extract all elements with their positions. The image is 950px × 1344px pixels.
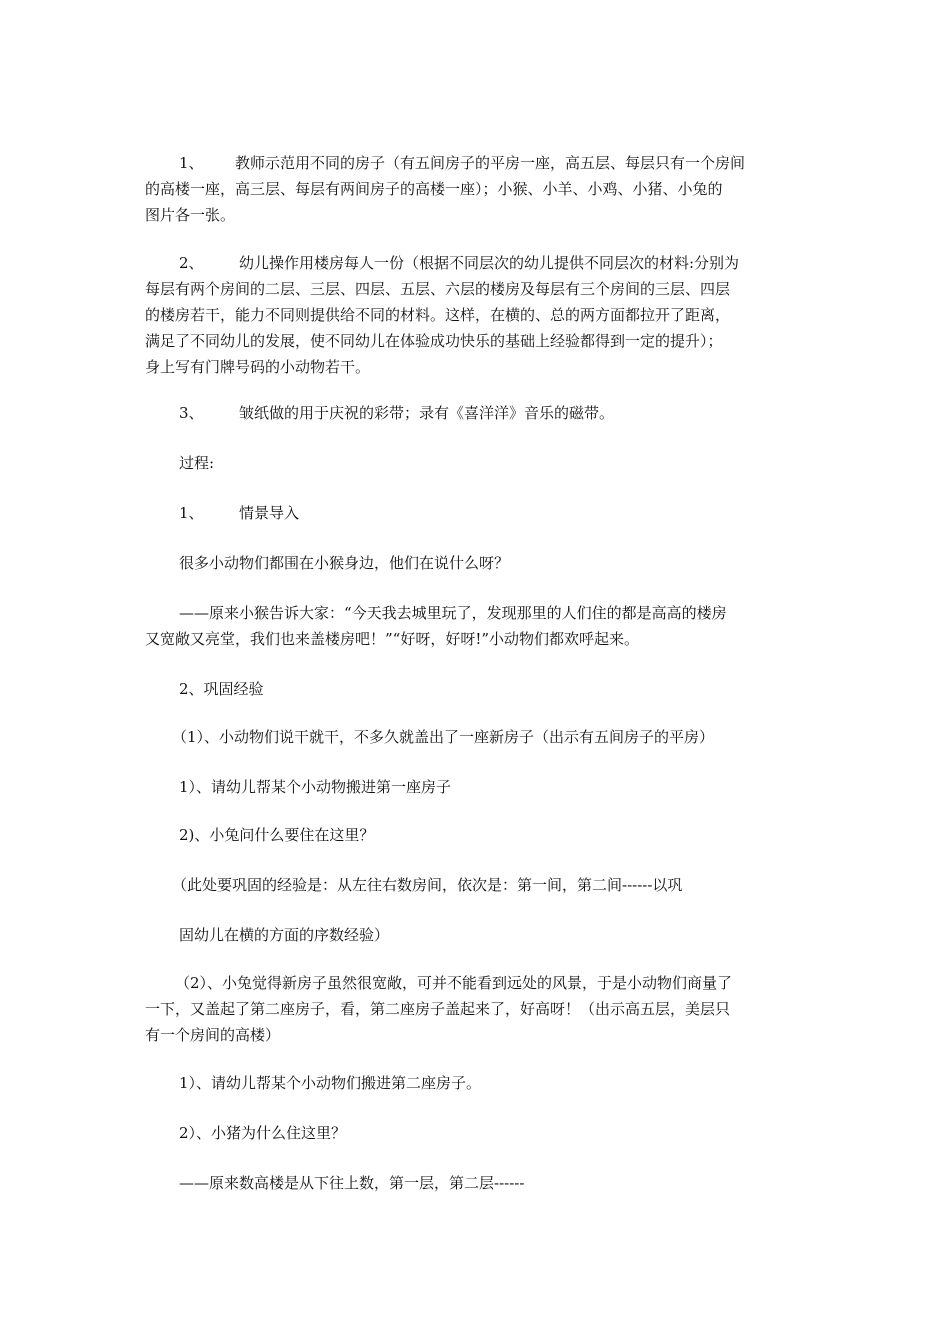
sub-step-1-a: 1）、请幼儿帮某个小动物搬进第一座房子 — [179, 778, 452, 796]
material-item-2-line-1: 2、 幼儿操作用楼房每人一份（根据不同层次的幼儿提供不同层次的材料:分别为 — [145, 250, 809, 276]
list-number: 1、 — [179, 154, 204, 172]
paragraph-intro: 很多小动物们都围在小猴身边，他们在说什么呀？ — [179, 554, 510, 572]
list-number: 1、 — [179, 504, 204, 522]
list-number: 2、 — [179, 254, 204, 272]
material-item-2-line-3: 的楼房若干，能力不同则提供给不同的材料。这样，在横的、总的两方面都拉开了距离， — [145, 306, 731, 324]
sub-step-2-a: 1）、请幼儿帮某个小动物们搬进第二座房子。 — [179, 1074, 482, 1092]
sub-step-1: （1）、小动物们说干就干，不多久就盖出了一座新房子（出示有五间房子的平房） — [172, 728, 715, 746]
material-item-2 — [145, 250, 809, 380]
sub-step-1-b: 2)、小兔问什么要住在这里？ — [179, 826, 375, 844]
sub-step-1-d: 固幼儿在横的方面的序数经验） — [179, 926, 390, 944]
process-heading: 过程: — [179, 454, 215, 472]
material-item-1-line-2: 的高楼一座，高三层、每层有两间房子的高楼一座）；小猴、小羊、小鸡、小猪、小兔的 — [145, 180, 723, 198]
material-item-1-line-3: 图片各一张。 — [145, 206, 236, 224]
step-1-heading — [145, 500, 809, 526]
material-item-2-line-4: 满足了不同幼儿的发展，使不同幼儿在体验成功快乐的基础上经验都得到一定的提升）； — [145, 332, 723, 350]
material-item-1 — [145, 150, 809, 228]
step-2-heading: 2、巩固经验 — [179, 680, 264, 698]
sub-step-2-c: ——原来数高楼是从下往上数，第一层，第二层------ — [179, 1174, 525, 1192]
paragraph-monkey-says: ——原来小猴告诉大家：“今天我去城里玩了，发现那里的人们住的都是高高的楼房 又宽敞又亮堂，我们也来盖楼房吧！”“好呀，好呀!”小动物们都欢呼起来。 — [145, 604, 727, 648]
material-item-1-line-1: 1、 教师示范用不同的房子（有五间房子的平房一座，高五层、每层只有一个房间 — [145, 150, 809, 176]
material-item-3 — [145, 400, 809, 426]
sub-step-2: （2）、小兔觉得新房子虽然很宽敞，可并不能看到远处的风景，于是小动物们商量了 一下，又盖起了第二座房子，看，第二座房子盖起来了，好高呀！（出示高五层，美层只 有一个房间的高楼） — [145, 974, 733, 1044]
material-item-2-line-2: 每层有两个房间的二层、三层、四层、五层、六层的楼房及每层有三个房间的三层、四层 — [145, 280, 731, 298]
material-item-2-line-5: 身上写有门牌号码的小动物若干。 — [145, 358, 371, 376]
step-1-title: 情景导入 — [239, 504, 300, 522]
list-number: 3、 — [179, 404, 204, 422]
sub-step-2-b: 2）、小猪为什么住这里？ — [179, 1124, 347, 1142]
sub-step-1-c: （此处要巩固的经验是：从左往右数房间，依次是：第一间，第二间------以巩 — [172, 876, 683, 894]
material-item-3-text: 皱纸做的用于庆祝的彩带；录有《喜洋洋》音乐的磁带。 — [239, 404, 615, 422]
